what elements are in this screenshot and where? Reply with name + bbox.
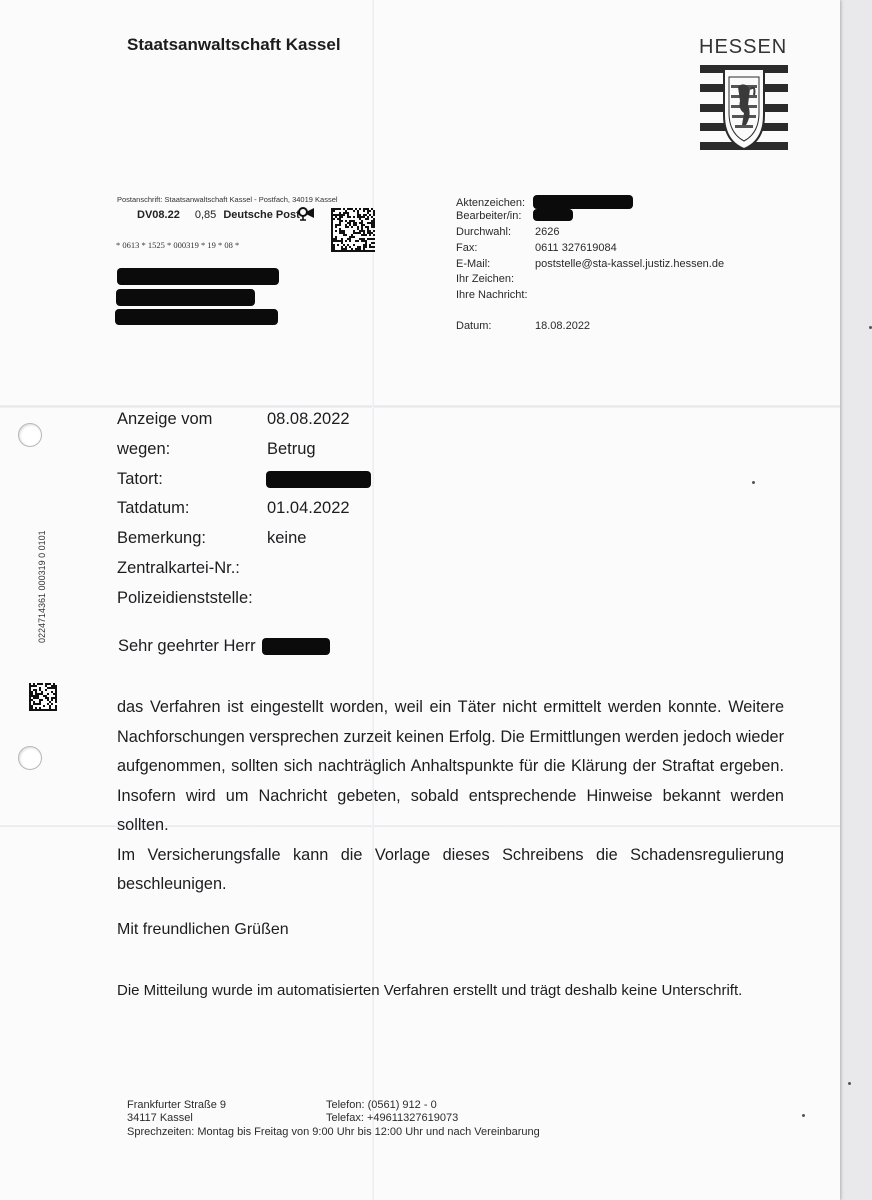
paper-speck (802, 1114, 805, 1117)
case-label: Tatort: (117, 470, 163, 488)
redacted-recipient-street (116, 289, 255, 306)
footer-fax: Telefax: +49611327619073 (326, 1112, 459, 1124)
offense-type: Betrug (267, 440, 316, 458)
redacted-recipient-name (117, 268, 279, 285)
case-label: Zentralkartei-Nr.: (117, 559, 240, 577)
automation-note: Die Mitteilung wurde im automatisierten Verfahren erstellt und trägt deshalb keine Unterschrift. (117, 982, 743, 999)
case-label: Bemerkung: (117, 529, 206, 547)
meta-label: Ihr Zeichen: (456, 273, 515, 285)
case-label: Anzeige vom (117, 410, 213, 428)
meta-label: E-Mail: (456, 258, 491, 270)
salutation: Sehr geehrter Herr (118, 637, 256, 655)
footer-phone: Telefon: (0561) 912 - 0 (326, 1099, 437, 1111)
redacted-crime-scene (266, 471, 371, 488)
footer-office-hours: Sprechzeiten: Montag bis Freitag von 9:00 Uhr bis 12:00 Uhr und nach Vereinbarung (127, 1126, 540, 1138)
meta-label: Aktenzeichen: (456, 197, 526, 209)
franking-line (137, 209, 300, 221)
remark-value: keine (267, 529, 307, 547)
offense-date: 01.04.2022 (267, 499, 350, 517)
meta-label: Durchwahl: (456, 226, 512, 238)
redacted-file-number (533, 195, 633, 209)
body-paragraph: das Verfahren ist eingestellt worden, weil ein Täter nicht ermittelt werden konnte. Weitere Nachforschungen versprechen zurzeit keinen Erfolg. Die Ermittlungen werden jedoch wieder aufgenommen, sollten sich nachträglich Anhaltspunkte für die Klärung der Straftat ergeben. Insofern wird um Nachricht gebeten, sobald entsprechende Hinweise bekannt werden sollten. (117, 698, 784, 834)
redacted-clerk (533, 209, 573, 221)
email-address: poststelle@sta-kassel.justiz.hessen.de (535, 258, 725, 270)
postal-barcode-line: * 0613 * 1525 * 000319 * 19 * 08 * (116, 240, 240, 250)
meta-label: Bearbeiter/in: (456, 210, 522, 222)
fold-line (372, 0, 374, 1200)
meta-label: Ihre Nachricht: (456, 289, 528, 301)
paper-speck (752, 481, 755, 484)
side-datamatrix-icon (29, 683, 57, 716)
post-horn-icon (298, 206, 316, 227)
case-label: wegen: (117, 440, 171, 458)
meta-label: Fax: (456, 242, 478, 254)
date-label: Datum: (456, 320, 492, 332)
hessen-coat-of-arms-icon (700, 65, 788, 156)
carrier-name: Deutsche Post (223, 209, 300, 221)
letter-date: 18.08.2022 (535, 320, 591, 332)
side-tracking-code: 0224714361 000319 0 0101 (37, 530, 47, 643)
case-label: Polizeidienststelle: (117, 589, 253, 607)
paper-speck (848, 1082, 851, 1085)
footer-city: 34117 Kassel (127, 1112, 193, 1124)
case-label: Tatdatum: (117, 499, 190, 517)
redacted-recipient-surname (262, 638, 330, 655)
state-wordmark: HESSEN (699, 36, 788, 58)
footer-street: Frankfurter Straße 9 (127, 1099, 227, 1111)
sender-address-line: Postanschrift: Staatsanwaltschaft Kassel - Postfach, 34019 Kassel (117, 195, 338, 204)
postage-price: 0,85 (194, 209, 217, 221)
punch-hole (18, 746, 42, 770)
phone-extension: 2626 (535, 226, 560, 238)
fax-number: 0611 327619084 (535, 242, 617, 254)
redacted-recipient-city (115, 309, 278, 325)
closing-greeting: Mit freundlichen Grüßen (117, 921, 289, 938)
authority-name: Staatsanwaltschaft Kassel (127, 35, 341, 54)
datamatrix-icon (331, 208, 375, 257)
fold-line (0, 405, 840, 408)
letter-body (117, 693, 784, 900)
body-paragraph: Im Versicherungsfalle kann die Vorlage dieses Schreibens die Schadensregulierung beschleunigen. (117, 845, 784, 893)
dv-code: DV08.22 (137, 209, 180, 221)
punch-hole (18, 423, 42, 447)
report-date: 08.08.2022 (267, 410, 350, 428)
